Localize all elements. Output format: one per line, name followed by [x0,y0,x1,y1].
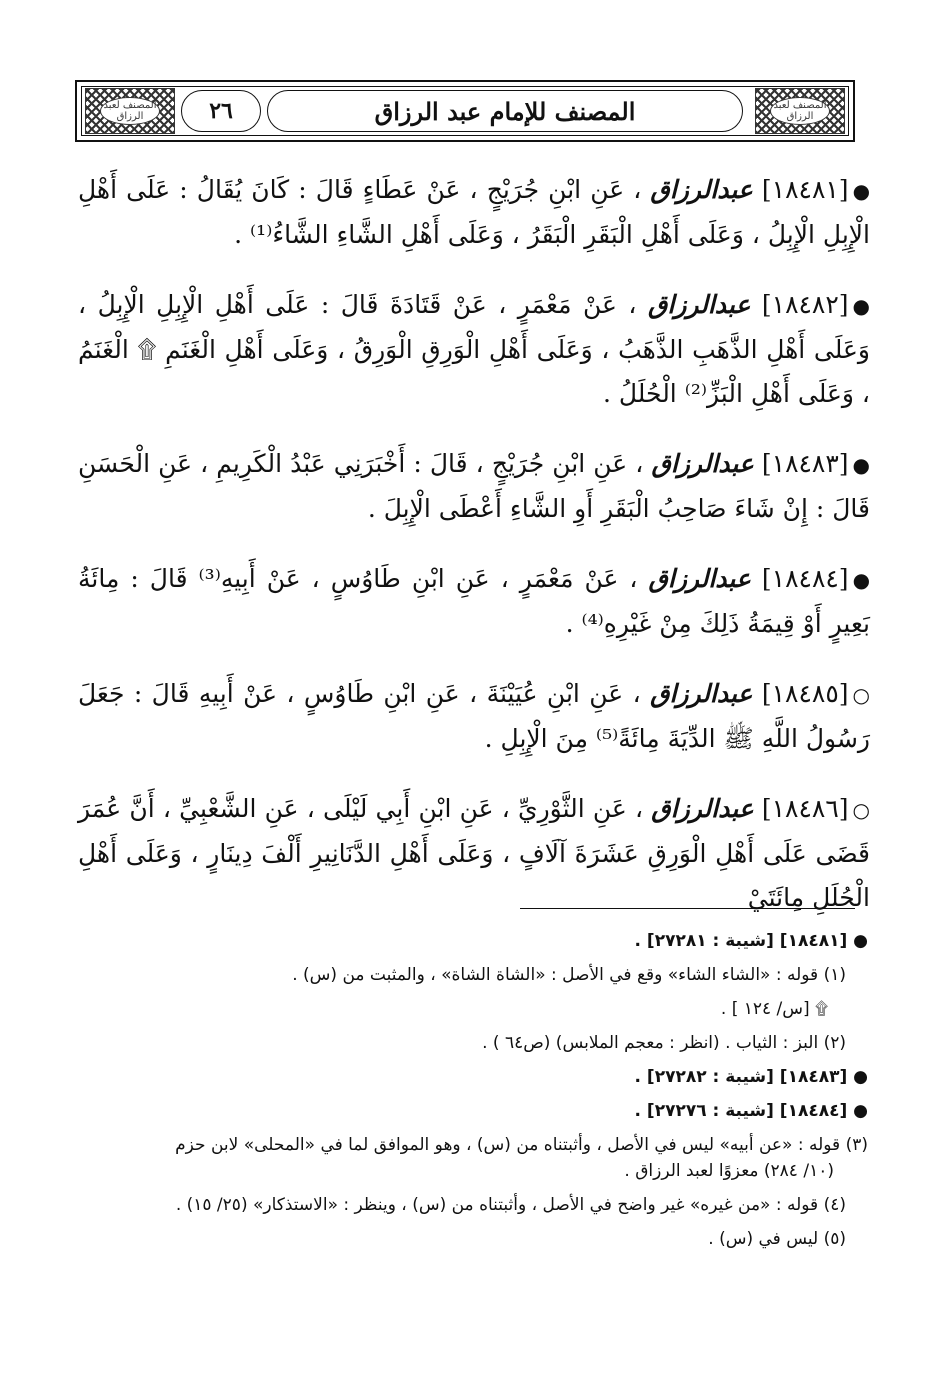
hadith-text: ، عَنِ الثَّوْرِيِّ ، عَنِ ابْنِ أَبِي لَيْلَى ، عَنِ الشَّعْبِيِّ ، أَنَّ عُمَرَ قَضَى عَلَى أَهْلِ الْوَرِقِ عَشَرَةَ آلَافٍ ، وَعَلَى أَهْلِ الدَّنَانِيرِ أَلْفَ دِينَارٍ ، وَعَلَى أَهْلِ الْحُلَلِ مِائَتَيْ [78,794,870,912]
hadith-entry [78,557,870,646]
hadith-entry [78,168,870,257]
hadith-text: ، عَنْ مَعْمَرٍ ، عَنْ قَتَادَةَ قَالَ : عَلَى أَهْلِ الْإِبِلِ الْإِبِلُ ، وَعَلَى أَهْلِ الذَّهَبِ الذَّهَبُ ، وَعَلَى أَهْلِ الْوَرِقِ الْوَرِقُ ، وَعَلَى أَهْلِ الْغَنَمِ ۩ الْغَنَمُ ، وَعَلَى أَهْلِ الْبَزِّ⁽²⁾ الْحُلَلُ . [78,290,870,408]
ornament-label-left: المصنف لعبد الرزاق [100,97,160,125]
hadith-number: [١٨٤٨٢] [761,290,849,319]
entry-bullet-icon: ● [852,179,871,203]
footnote-separator [520,908,855,909]
header-ornament-left [85,88,175,134]
entry-circle-icon: ○ [852,683,870,707]
book-title: المصنف للإمام عبد الرزاق [267,90,743,132]
footnotes [78,928,868,1260]
hadith-text: ، عَنِ ابْنِ جُرَيْجٍ ، عَنْ عَطَاءٍ قَالَ : كَانَ يُقَالُ : عَلَى أَهْلِ الْإِبِلِ الْإِبِلُ ، وَعَلَى أَهْلِ الْبَقَرِ الْبَقَرُ ، وَعَلَى أَهْلِ الشَّاءِ الشَّاءُ⁽¹⁾ . [78,175,870,249]
narrator-name: عبدالرزاق [651,449,754,478]
footnote-continuation: (١٠/ ٢٨٤) معزوًا لعبد الرزاق . [624,1161,834,1181]
narrator-name: عبدالرزاق [648,290,751,319]
source-reference: ● [١٨٤٨٤] [شيبة : ٢٧٢٧٦] . [634,1101,868,1121]
narrator-name: عبدالرزاق [651,794,754,823]
footnote: (١) قوله : «الشاء الشاء» وقع في الأصل : «الشاة الشاة» ، والمثبت من (س) . [292,965,846,985]
page-number: ٢٦ [181,90,261,132]
hadith-number: [١٨٤٨٦] [761,794,849,823]
ornament-label-right: المصنف لعبد الرزاق [770,97,830,125]
footnote: (٤) قوله : «من غيره» غير واضح في الأصل ، وأثبتناه من (س) ، وينظر : «الاستذكار» (٢٥/ ١٥) . [175,1195,846,1215]
hadith-text: ، عَنِ ابْنِ عُيَيْنَةَ ، عَنِ ابْنِ طَاوُسٍ ، عَنْ أَبِيهِ قَالَ : جَعَلَ رَسُولُ اللَّهِ ﷺ الدِّيَةَ مِائَةً⁽⁵⁾ مِنَ الْإِبِلِ . [78,679,870,753]
footnote-text: (٣) قوله : «عن أبيه» ليس في الأصل ، وأثبتناه من (س) ، وهو الموافق لما في «المحلى» لابن حزم [175,1135,868,1155]
footnote: (٥) ليس في (س) . [708,1229,846,1249]
hadith-entry [78,672,870,761]
entry-bullet-icon: ● [852,453,870,477]
hadith-number: [١٨٤٨٥] [761,679,849,708]
footnote: (٢) البز : الثياب . (انظر : معجم الملابس) (ص٦٤ ) . [482,1033,846,1053]
main-text [78,168,870,946]
hadith-number: [١٨٤٨١] [761,175,849,204]
hadith-text: ، عَنْ مَعْمَرٍ ، عَنِ ابْنِ طَاوُسٍ ، عَنْ أَبِيهِ⁽³⁾ قَالَ : مِائَةُ بَعِيرٍ أَوْ قِيمَةُ ذَلِكَ مِنْ غَيْرِهِ⁽⁴⁾ . [78,564,870,638]
page-header [75,80,855,142]
hadith-number: [١٨٤٨٣] [761,449,849,478]
narrator-name: عبدالرزاق [650,175,753,204]
narrator-name: عبدالرزاق [648,564,751,593]
entry-circle-icon: ○ [852,798,870,822]
manuscript-folio-marker: ۩ [س/ ١٢٤ ] . [720,999,828,1019]
header-ornament-right [755,88,845,134]
hadith-entry [78,283,870,416]
hadith-text: ، عَنِ ابْنِ جُرَيْجٍ ، قَالَ : أَخْبَرَنِي عَبْدُ الْكَرِيمِ ، عَنِ الْحَسَنِ قَالَ : إِنْ شَاءَ صَاحِبُ الْبَقَرِ أَوِ الشَّاءِ أَعْطَى الْإِبِلَ . [78,449,870,523]
entry-bullet-icon: ● [852,568,871,592]
hadith-entry [78,787,870,920]
narrator-name: عبدالرزاق [650,679,753,708]
footnote [78,1132,868,1184]
source-reference: ● [١٨٤٨١] [شيبة : ٢٧٢٨١] . [634,931,868,951]
hadith-number: [١٨٤٨٤] [761,564,849,593]
source-reference: ● [١٨٤٨٣] [شيبة : ٢٧٢٨٢] . [634,1067,868,1087]
hadith-entry [78,442,870,531]
entry-bullet-icon: ● [852,294,870,318]
